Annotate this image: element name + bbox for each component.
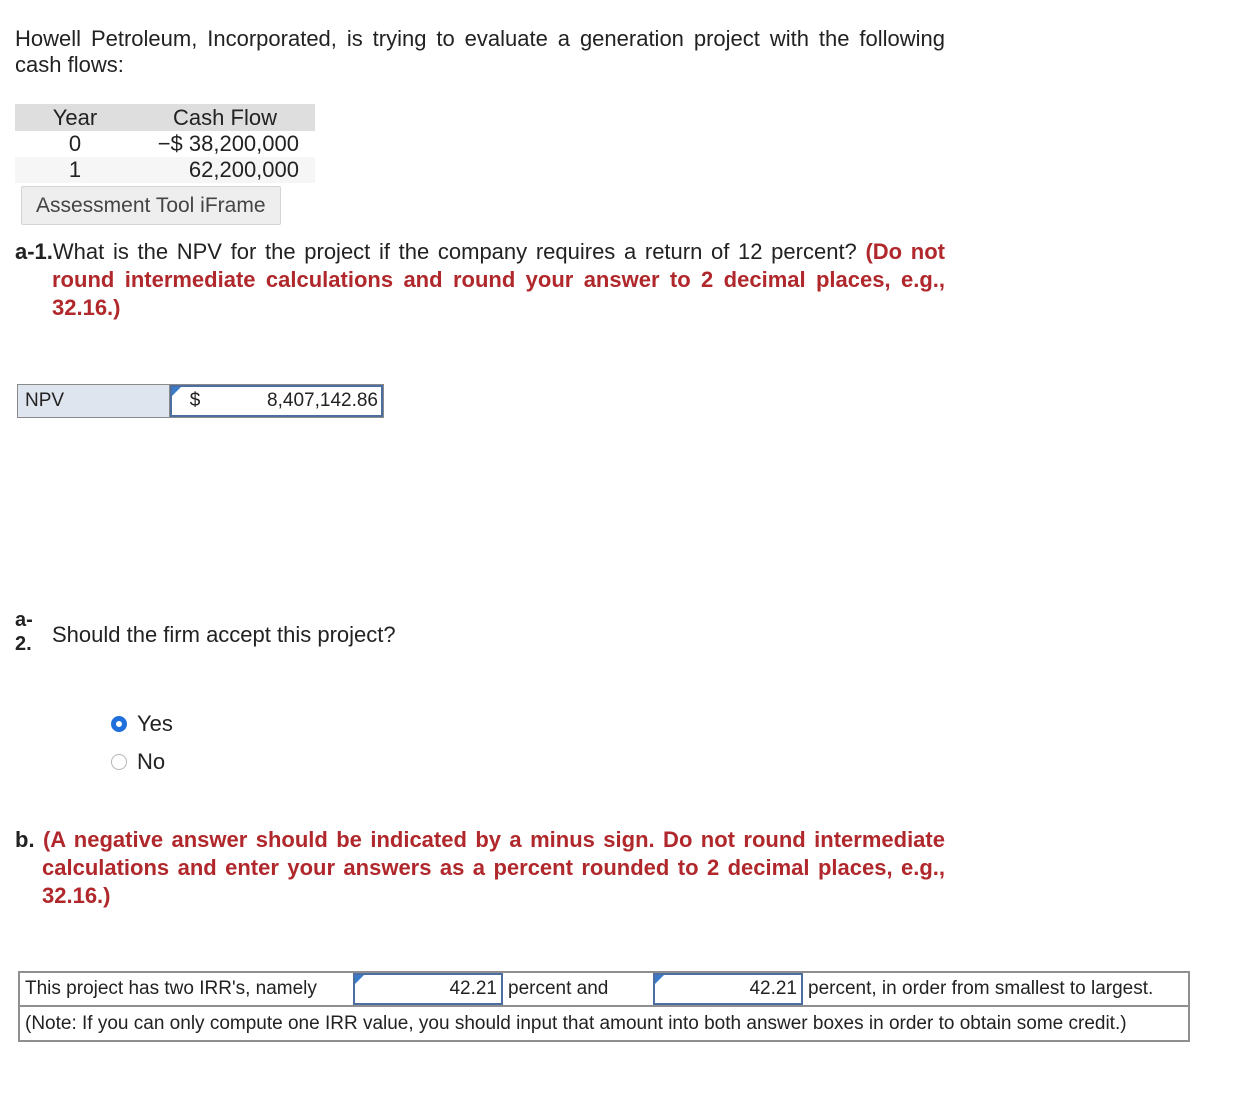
input-flag-icon [355,975,364,984]
irr-note: (Note: If you can only compute one IRR value, you should input that amount into both answer boxes in order to obtain some credit.) [25,1013,1127,1034]
year-cell: 1 [15,157,135,183]
question-b [15,826,945,910]
question-a2-label-line1: a- [15,609,33,631]
irr-input-2[interactable] [653,973,803,1005]
radio-selected-icon[interactable] [111,716,127,732]
question-b-label: b. [15,827,35,852]
option-no-label: No [137,749,166,774]
cash-flow-header-row [15,104,315,131]
irr-answer-table [18,971,1190,1042]
npv-value: 8,407,142.86 [267,390,378,411]
npv-answer-row [17,384,384,418]
npv-label: NPV [18,385,170,417]
npv-input[interactable] [170,385,383,417]
question-a2-label [15,608,33,656]
year-cell: 0 [68,131,82,156]
question-a2-label-line2: 2. [15,633,32,655]
radio-unselected-icon[interactable] [111,754,127,770]
cash-cell: −$ 38,200,000 [157,131,299,156]
option-no[interactable] [111,749,165,775]
question-a1-text: What is the NPV for the project if the company requires a return of 12 percent? [52,239,857,264]
question-a1-label: a-1. [15,239,53,264]
question-a2-text: Should the firm accept this project? [52,622,396,647]
question-b-instruction: (A negative answer should be indicated by a minus sign. Do not round intermediate calculations and enter your answers as a percent rounded to 2 decimal places, e.g., 32.16.) [42,827,945,908]
irr-text-2: percent and [508,978,609,999]
cash-flow-table [15,104,315,183]
irr-value-2: 42.21 [749,978,797,999]
input-flag-icon [655,975,664,984]
cash-cell: 62,200,000 [135,157,315,183]
cash-flow-header: Cash Flow [135,104,315,131]
table-row [15,157,315,183]
irr-text-3: percent, in order from smallest to largest. [808,978,1154,999]
option-yes-label: Yes [137,711,173,736]
question-a1-instruction: (Do not round intermediate calculations and round your answer to 2 decimal places, e.g., 32.16.) [52,239,945,320]
irr-answer-row [20,973,1188,1007]
irr-input-1[interactable] [353,973,503,1005]
table-row [15,131,315,157]
option-yes[interactable] [111,711,173,737]
irr-text-1: This project has two IRR's, namely [25,978,317,999]
question-a1 [15,238,945,322]
input-flag-icon [172,387,181,396]
assessment-tool-button[interactable]: Assessment Tool iFrame [21,186,281,225]
npv-currency: $ [189,390,201,411]
year-header: Year [15,104,135,131]
irr-value-1: 42.21 [449,978,497,999]
problem-intro: Howell Petroleum, Incorporated, is trying to evaluate a generation project with the following cash flows: [15,26,945,77]
